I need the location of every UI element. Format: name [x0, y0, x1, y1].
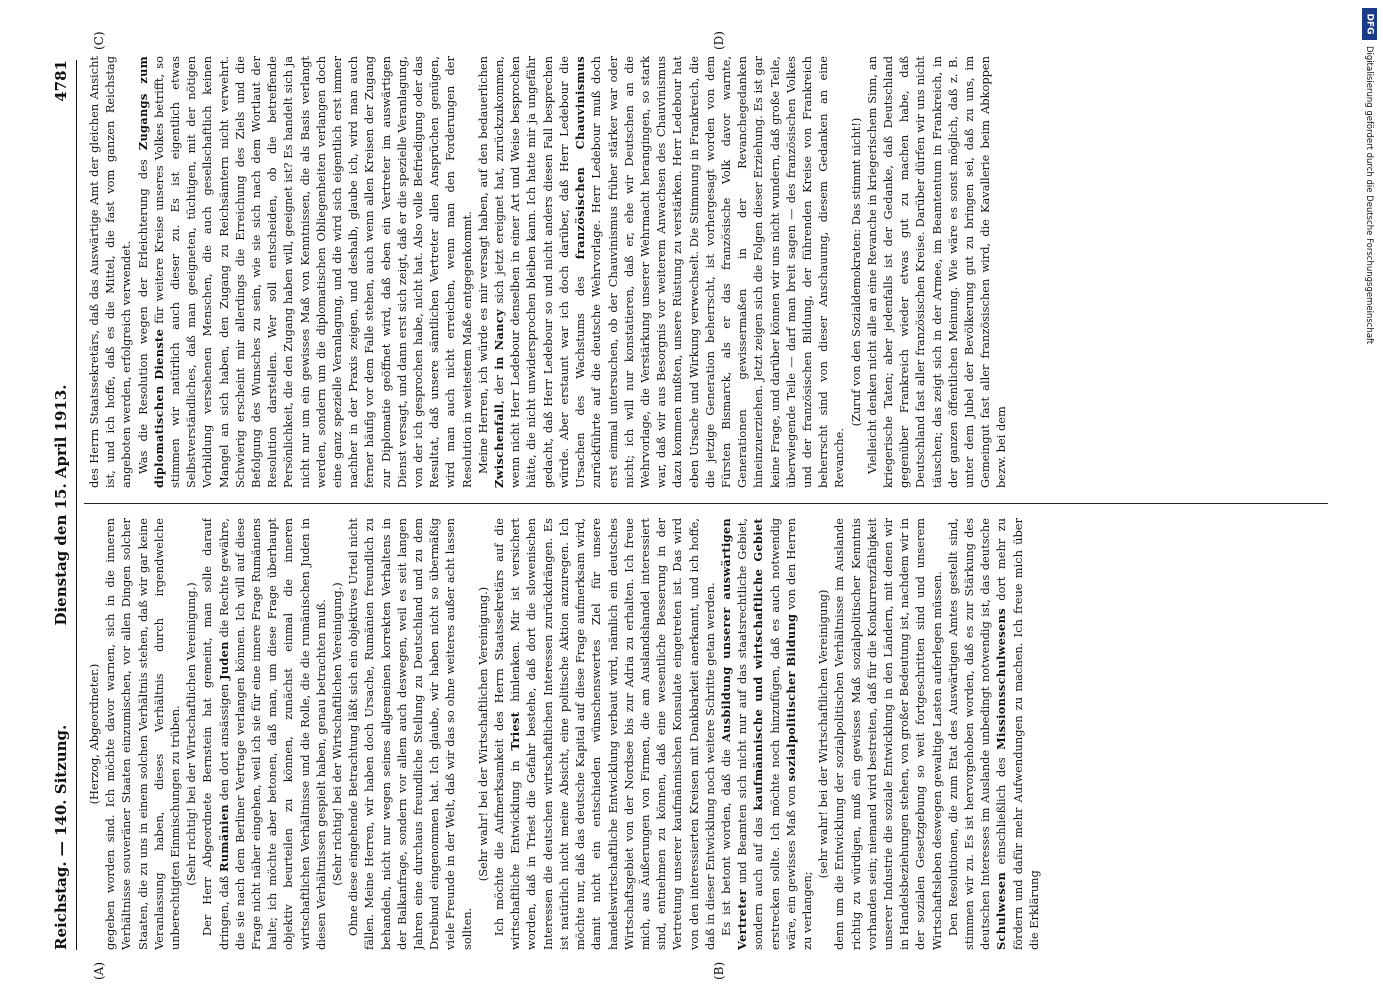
- interjection: (Sehr richtig! bei der Wirtschaftlichen Vereinigung.): [330, 582, 345, 886]
- column-divider: [84, 503, 1328, 504]
- emphasis: Zugangs zum diplomatischen Dienste: [135, 56, 166, 488]
- interjection: (Sehr wahr! bei der Wirtschaftlichen Vereinigung.): [475, 586, 490, 882]
- header-date: Dienstag den 15. April 1913.: [52, 384, 70, 626]
- paragraph: des Herrn Staatssekretärs, daß das Auswärtige Amt der gleichen Ansicht ist, und ich hoffe, daß es die Mittel, die fast vom ganzen Reichstag angeboten werden, erfolgreich verwendet.: [87, 56, 134, 488]
- margin-marker-a: (A): [92, 961, 106, 980]
- page-header: [50, 60, 77, 950]
- header-page-number: 4781: [52, 60, 70, 102]
- interjection: (Sehr richtig! bei der Wirtschaftlichen Vereinigung.): [184, 582, 199, 886]
- margin-marker-c: (C): [92, 31, 106, 50]
- emphasis: kaufmännische und wirtschaftliche Gebiet: [751, 518, 766, 811]
- emphasis: sozialpolitischer Bildung: [783, 613, 798, 782]
- emphasis: Triest: [508, 711, 523, 751]
- left-text-column: [86, 518, 1326, 950]
- emphasis: Juden: [216, 641, 231, 680]
- paragraph: denn um die Entwicklung der sozialpolitischen Verhältnisse im Auslande richtig zu würdigen, muß ein gewisses Maß sozialpolitischer Kenntnis vorhanden sein; niemand wird bestreiten, daß für die Konkurrenzfähigkeit unserer Industrie die soziale Entwicklung in den Ländern, mit denen wir in Handelsbeziehungen stehen, von großer Bedeutung ist, nachdem wir in der sozialen Gesetzgebung so weit fortgeschritten sind und unserem Wirtschaftsleben deswegen gewaltige Lasten auferlegen müssen.: [832, 518, 944, 950]
- emphasis: französischen Chauvinismus: [573, 56, 588, 260]
- emphasis: Rumänien: [216, 804, 231, 872]
- interjection: (sehr wahr! bei der Wirtschaftlichen Vereinigung): [816, 589, 831, 879]
- emphasis: Missionsschulwesens: [994, 608, 1009, 750]
- digitization-note: [1360, 8, 1378, 728]
- emphasis: Ausbildung unserer auswärtigen Vertreter: [718, 518, 750, 950]
- dfg-logo-icon: DFG: [1362, 8, 1377, 40]
- paragraph: Was die Resolution wegen der Erleichterung des Zugangs zum diplomatischen Dienste für weitere Kreise unseres Volkes betrifft, so stimmen wir natürlich auch dieser zu. Es ist eigentlich etwas Selbstverständliches, daß man geeigneten, tüchtigen, mit der nötigen Vorbildung versehenen Menschen, die auch gesellschaftlich keinen Mangel an sich haben, den Zugang zu Reichsämtern nicht verwehrt. Schwierig erscheint mir allerdings die Erreichung des Ziels und die Befolgung des Wunsches zu sein, wie sie sich nach dem Wortlaut der Resolution darstellen. Wer soll entscheiden, ob die betreffende Persönlichkeit, die den Zugang haben will, geeignet ist? Es handelt sich ja nicht nur um ein gewisses Maß von Kenntnissen, die als Basis verlangt werden, sondern um die diplomatischen Obliegenheiten verlangen doch eine ganz spezielle Veranlagung, und die wird sich eigentlich erst immer nachher in der Praxis zeigen, und deshalb, glaube ich, wird man auch ferner häufig vor dem Falle stehen, auch wenn allen Kreisen der Zugang zur Diplomatie geöffnet wird, daß eben ein Vertreter im auswärtigen Dienst versagt, und dann erst sich zeigt, daß er die spezielle Veranlagung, von der ich gesprochen habe, nicht hat. Also volle Befriedigung oder das Resultat, daß unsere sämtlichen Vertreter allen Ansprüchen genügen, wird man auch nicht erreichen, wenn man den Forderungen der Resolution in weitestem Maße entgegenkommt.: [135, 56, 474, 488]
- paragraph: Ohne diese eingehende Betrachtung läßt sich ein objektives Urteil nicht fällen. Meine Herren, wir haben doch Ursache, Rumänien freundlich zu behandeln, nicht nur wegen seines allgemeinen korrekten Verhaltens in der Balkanfrage, sondern vor allem auch deswegen, weil es seit langen Jahren eine durchaus freundliche Stellung zu Deutschland und zu dem Dreibund eingenommen hat. Ich glaube, wir haben nicht so übermäßig viele Freunde in der Welt, daß wir das so ohne weiteres außer acht lassen sollten.: [346, 518, 474, 950]
- paragraph: Meine Herren, ich würde es mir versagt haben, auf den bedauerlichen Zwischenfall, der in Nancy sich jetzt ereignet hat, zurückzukommen, wenn nicht Herr Ledebour denselben in einer Art und Weise besprochen hätte, die nicht unwidersprochen bleiben kann. Ich hatte mir ja ungefähr gedacht, daß Herr Ledebour so und nicht anders diesen Fall besprechen würde. Aber erstaunt war ich doch darüber, daß Herr Ledebour die Ursachen des Wachstums des französischen Chauvinismus zurückführte auf die deutsche Wehrvorlage. Herr Ledebour muß doch erst einmal untersuchen, ob der Chauvinismus früher stärker war oder nicht; ich will nur konstatieren, daß er, ehe wir Deutschen an die Wehrvorlage, die Verstärkung unserer Wehrmacht herangingen, so stark war, daß wir aus Besorgnis vor weiterem Anwachsen des Chauvinismus dazu kommen mußten, unsere Rüstung zu verstärken. Herr Ledebour hat eben Ursache und Wirkung verwechselt. Die Stimmung in Frankreich, die die jetzige Generation beherrscht, ist vorhergesagt worden von dem Fürsten Bismarck, als er das französische Volk davor warnte, Generationen gewissermaßen in der Revanchegedanken hineinzuerziehen. Jetzt zeigen sich die Folgen dieser Erziehung. Es ist gar keine Frage, und darüber können wir uns nicht wundern, daß große Teile, überwiegende Teile — darf man breit sagen — des französischen Volkes und der französischen Bildung, der führenden Kreise von Frankreich beherrscht sind von dieser Anschauung, diesem Gedanken an eine Revanche.: [475, 56, 847, 488]
- paragraph: Den Resolutionen, die zum Etat des Auswärtigen Amtes gestellt sind, stimmen wir zu. Es ist hervorgehoben worden, daß es zur Stärkung des deutschen Interesses im Auslande unbedingt notwendig ist, das deutsche Schulwesen einschließlich des Missionsschulwesens dort mehr zu fördern und dafür mehr Aufwendungen zu machen. Ich freue mich über die Erklärung: [945, 518, 1041, 950]
- margin-marker-d: (D): [712, 31, 726, 50]
- interjection: (Zuruf von den Sozialdemokraten: Das stimmt nicht!): [848, 117, 863, 427]
- header-session: Reichstag. — 140. Sitzung.: [52, 724, 70, 950]
- right-text-column: [86, 56, 1326, 488]
- paragraph: gegeben worden sind. Ich möchte davor warnen, sich in die inneren Verhältnisse souveräner Staaten einzumischen, vor allen Dingen solcher Staaten, die zu uns in einem solchen Verhältnis stehen, daß wir gar keine Veranlassung haben, dieses Verhältnis durch irgendwelche unberechtigten Einmischungen zu trüben.: [103, 518, 183, 950]
- emphasis: in Nancy: [492, 309, 507, 370]
- paragraph: Es ist betont worden, daß die Ausbildung unserer auswärtigen Vertreter und Beamten sich nicht nur auf das staatsrechtliche Gebiet, sondern auch auf das kaufmännische und wirtschaftliche Gebiet erstrecken sollte. Ich möchte noch hinzufügen, daß es auch notwendig wäre, ein gewisses Maß von sozialpolitischer Bildung von den Herren zu verlangen;: [718, 518, 814, 950]
- paragraph: Vielleicht denken nicht alle an eine Revanche in kriegerischem Sinn, an kriegerische Taten; aber jedenfalls ist der Gedanke, daß Deutschland gegenüber Frankreich wieder etwas gut zu machen habe, daß Deutschland fast aller französischen Kreise. Darüber dürfen wir uns nicht täuschen; das zeigt sich in der Armee, im Beamtentum in Frankreich, in der ganzen öffentlichen Meinung. Wie wäre es sonst möglich, daß z. B. unter dem Jubel der Bevölkerung gut zu bringen sei, daß zu uns, im Gemeingut fast aller französischen wird, die Kavallerie beim Abkoppen bezw. bei dem: [864, 56, 1009, 488]
- paragraph: Der Herr Abgeordnete Bernstein hat gemeint, man solle darauf dringen, daß Rumänien den dort ansässigen Juden die Rechte gewähre, die sie nach dem Berliner Vertrage verlangen können. Ich will auf diese Frage nicht näher eingehen, weil ich sie für eine innere Frage Rumäniens halte; ich möchte aber betonen, daß man, um diese Frage überhaupt objektiv beurteilen zu können, zunächst einmal die inneren wirtschaftlichen Verhältnisse und die Rolle, die die rumänischen Juden in diesen Verhältnissen gespielt haben, genau betrachten muß.: [200, 518, 328, 950]
- speaker-label: (Herzog, Abgeordneter.): [87, 663, 101, 805]
- rotated-document-page: [22, 0, 1352, 1000]
- margin-marker-b: (B): [712, 961, 726, 980]
- emphasis: Zwischenfall: [492, 403, 507, 488]
- emphasis: Schulwesen: [994, 871, 1009, 950]
- digitization-text: Digitalisierung gefördert durch die Deutsche Forschungsgemeinschaft: [1364, 46, 1374, 345]
- paragraph: Ich möchte die Aufmerksamkeit des Herrn Staatssekretärs auf die wirtschaftliche Entwicklung in Triest hinlenken. Mir ist versichert worden, daß in Triest die Gefahr bestehe, daß dort die slowenischen Interessen die deutschen wirtschaftlichen Interessen zurückdrängen. Es ist natürlich nicht meine Absicht, eine politische Aktion anzuregen. Ich möchte nur, daß das deutsche Kapital auf diese Frage aufmerksam wird, damit nicht ein entschieden wünschenswertes Ziel für unsere handelswirtschaftliche Entwicklung verbaut wird, nämlich ein deutsches Wirtschaftsgebiet von der Nordsee bis zur Adria zu erhalten. Ich freue mich, aus Äußerungen von Firmen, die am Auslandshandel interessiert sind, entnehmen zu können, daß eine wesentliche Besserung in der Vertretung unserer kaufmännischen Konsulate eingetreten ist. Das wird von den interessierten Kreisen mit Dankbarkeit anerkannt, und ich hoffe, daß in dieser Entwicklung noch weitere Schritte getan werden.: [492, 518, 717, 950]
